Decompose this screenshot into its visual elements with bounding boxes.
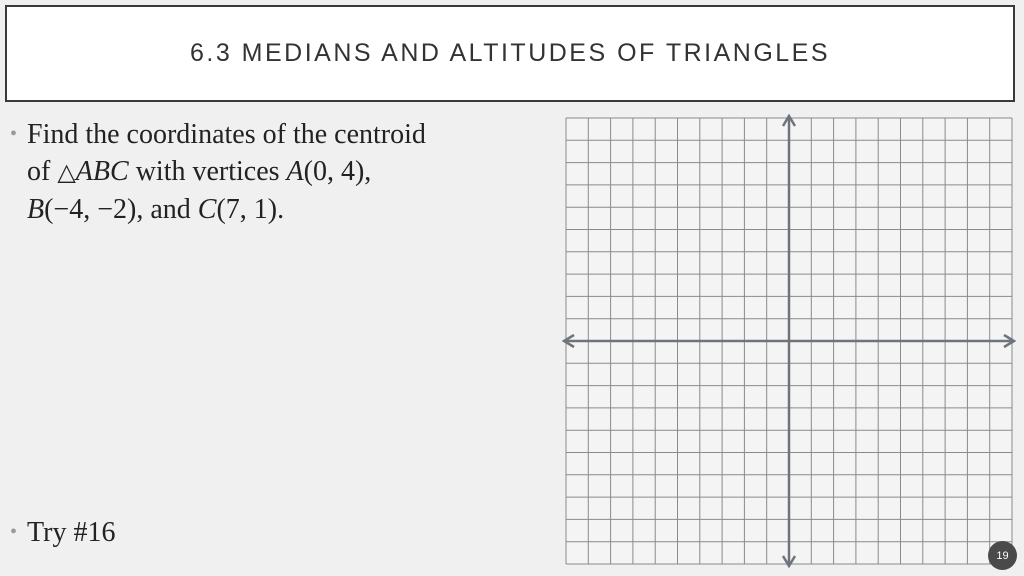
coordinate-grid bbox=[562, 114, 1018, 575]
slide-title: 6.3 MEDIANS AND ALTITUDES OF TRIANGLES bbox=[189, 39, 831, 67]
problem-of: of bbox=[27, 156, 58, 187]
vertex-b-label: B bbox=[27, 194, 45, 225]
problem-line-1: Find the coordinates of the centroid bbox=[27, 119, 426, 150]
with-vertices: with vertices bbox=[128, 156, 287, 187]
problem-line-3 bbox=[27, 191, 507, 228]
triangle-name: ABC bbox=[75, 156, 129, 187]
title-box bbox=[5, 5, 1015, 102]
vertex-b-coords: (−4, −2), and bbox=[44, 194, 198, 225]
triangle-icon: △ bbox=[57, 158, 76, 186]
bullet-dot-icon: • bbox=[10, 123, 18, 145]
vertex-c-label: C bbox=[197, 194, 217, 225]
bullet-problem bbox=[10, 116, 507, 228]
vertex-a-label: A bbox=[286, 156, 304, 187]
try-text: Try #16 bbox=[27, 517, 116, 548]
vertex-a-coords: (0, 4), bbox=[303, 156, 372, 187]
vertex-c-coords: (7, 1). bbox=[216, 194, 285, 225]
coordinate-plane bbox=[562, 114, 1018, 570]
problem-line-2 bbox=[27, 153, 507, 191]
bullet-dot-icon: • bbox=[10, 521, 18, 543]
problem-text bbox=[27, 116, 507, 228]
page-number-badge: 19 bbox=[988, 541, 1017, 570]
bullet-try bbox=[10, 514, 115, 551]
